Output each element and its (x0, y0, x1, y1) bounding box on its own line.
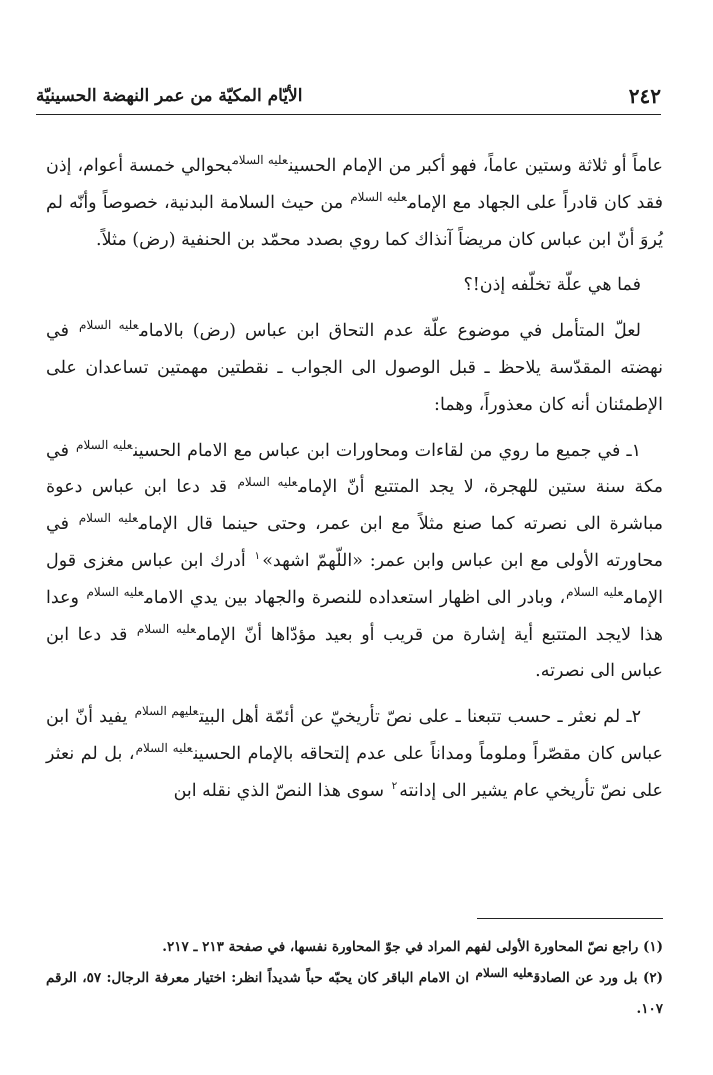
blessing-glyph: عليه السلام (475, 965, 533, 980)
blessing-glyph: عليهم السلام (134, 704, 199, 719)
blessing-glyph: عليه السلام (86, 584, 144, 599)
text-run: ، وبادر الى اظهار استعداده للنصرة والجهاد بين يدي الامام (144, 587, 566, 608)
text-run: لعلّ المتأمل في موضوع علّة عدم التحاق ابن عباس (رض) بالامام (139, 321, 641, 342)
blessing-glyph: عليه السلام (79, 318, 139, 333)
page-number: ٢٤٢ (628, 84, 661, 108)
running-title: الأيّام المكيّة من عمر النهضة الحسينيّة (36, 86, 303, 106)
blessing-glyph: عليه السلام (78, 511, 138, 526)
blessing-glyph: عليه السلام (350, 189, 407, 204)
text-run: قد دعا ابن عباس دعوة مباشرة الى نصرته كما صنع مثلاً مع ابن عمر، وحتى حينما قال الإمام (46, 477, 663, 535)
blessing-glyph: عليه السلام (76, 437, 133, 452)
text-run: ٢ـ لم نعثر ـ حسب تتبعنا ـ على نصّ تأريخيّ عن أئمّة أهل البيت (199, 707, 641, 728)
text-run: في نهضته المقدّسة يلاحظ ـ قبل الوصول الى الجواب ـ نقطتين مهمتين تساعدان على الإطمئنان أنه كان معذوراً، وهما: (46, 321, 663, 415)
text-run: ان الامام الباقر كان يحبّه حباً شديداً انظر: اختيار معرفة الرجال: ٥٧، الرقم ١٠٧. (46, 970, 663, 1017)
text-run: يفيد أنّ ابن عباس كان مقصّراً وملوماً ومداناً على عدم إلتحاقه بالإمام الحسين (46, 707, 663, 764)
paragraph-4 (46, 433, 663, 691)
text-run: (١) راجع نصّ المحاورة الأولى لفهم المراد في جوّ المحاورة نفسها، في صفحة ٢١٣ ـ ٢١٧. (162, 939, 663, 955)
footnotes (46, 932, 663, 1025)
text-run: بحوالي خمسة أعوام، إذن فقد كان قادراً على الجهاد مع الإمام (46, 156, 663, 213)
blessing-glyph: عليه السلام (136, 621, 196, 636)
text-run: من حيث السلامة البدنية، خصوصاً وأنّه لم يُروَ أنّ ابن عباس كان مريضاً آنذاك كما روي بصدد محمّد بن الحنفية (رض) مثلاً. (46, 192, 663, 250)
text-run: سوى هذا النصّ الذي نقله ابن (173, 780, 384, 801)
footnote-divider (477, 918, 663, 919)
footnote-1 (46, 932, 663, 963)
paragraph-3 (46, 313, 663, 423)
text-run: عاماً أو ثلاثة وستين عاماً، فهو أكبر من الإمام الحسين (288, 156, 663, 176)
blessing-glyph: عليه السلام (237, 474, 298, 489)
footnote-2 (46, 963, 663, 1025)
blessing-glyph: عليه السلام (232, 153, 288, 168)
blessing-glyph: عليه السلام (566, 584, 624, 599)
blessing-glyph: عليه السلام (135, 741, 193, 756)
footnote-ref-1: ١ (254, 550, 261, 563)
text-run: في محاورته الأولى مع ابن عباس وابن عمر: «اللّهمّ اشهد» (46, 514, 663, 571)
text-run: قد دعا ابن عباس الى نصرته. (46, 624, 663, 682)
paragraph-5 (46, 699, 663, 809)
paragraph-1 (46, 148, 663, 258)
text-run: ١ـ في جميع ما روي من لقاءات ومحاورات ابن عباس مع الامام الحسين (133, 440, 641, 461)
text-run: (٢) بل ورد عن الصادق (533, 970, 664, 986)
paragraph-2 (46, 267, 663, 304)
footnote-ref-2: ٢ (391, 779, 398, 792)
text-run: وعدا هذا لايجد المتتبع أية إشارة من قريب أو بعيد مؤدّاها أنّ الإمام (46, 587, 663, 645)
text-run: في مكة سنة ستين للهجرة، لا يجد المتتبع أنّ الإمام (46, 440, 663, 498)
page-header (36, 78, 661, 115)
text-run: ، بل لم نعثر على نصّ تأريخي عام يشير الى إدانته (46, 743, 663, 801)
text-run: فما هي علّة تخلّفه إذن!؟ (463, 275, 641, 296)
text-run: أدرك ابن عباس مغزى قول الإمام (46, 550, 664, 608)
main-text (46, 148, 663, 819)
